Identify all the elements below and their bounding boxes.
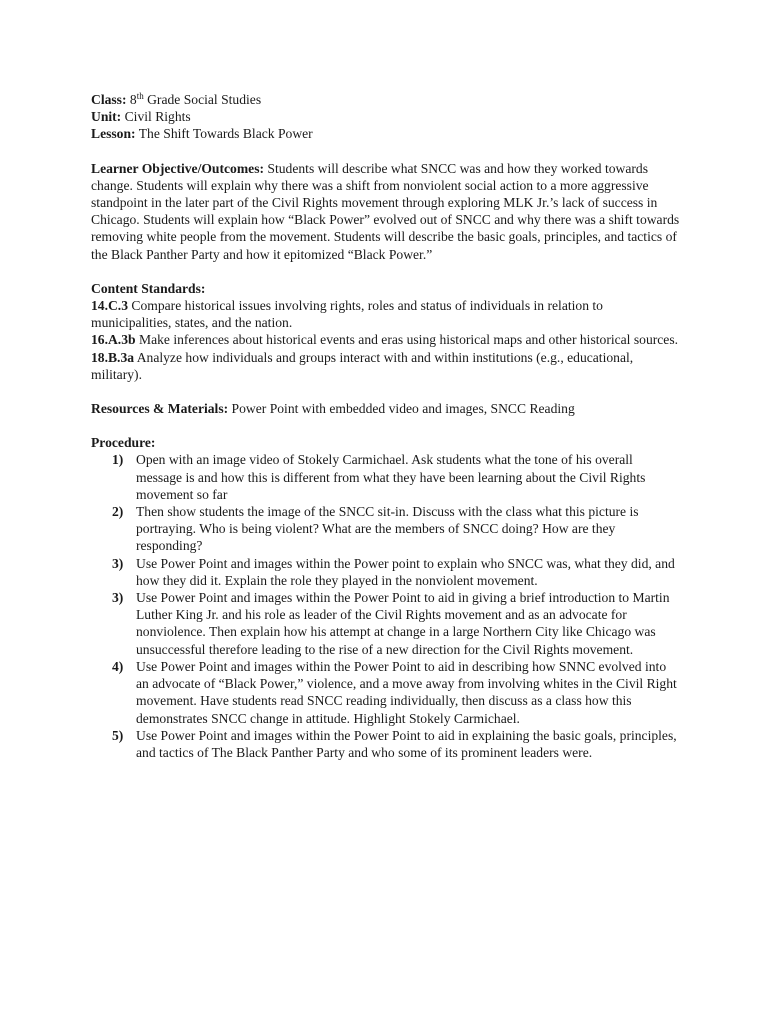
resources-text: Power Point with embedded video and images, SNCC Reading xyxy=(228,401,575,417)
standard-text: Analyze how individuals and groups interact with and within institutions (e.g., educational, military). xyxy=(91,349,634,382)
standards-heading xyxy=(91,280,681,297)
spacer xyxy=(91,383,681,400)
procedure-list xyxy=(91,451,681,761)
standard-item xyxy=(91,297,681,331)
step-number: 1) xyxy=(112,452,124,468)
standard-code: 14.C.3 xyxy=(91,298,129,314)
procedure-step xyxy=(91,503,681,555)
spacer xyxy=(91,417,681,434)
objectives-paragraph xyxy=(91,160,681,263)
unit-label: Unit: xyxy=(91,109,122,125)
resources-label: Resources & Materials: xyxy=(91,401,229,417)
step-text: Open with an image video of Stokely Carmichael. Ask students what the tone of his overall message is and how this is different from what they have been learning about the Civil Rights movement so far xyxy=(136,452,646,502)
class-label: Class: xyxy=(91,92,127,107)
step-number: 3) xyxy=(112,590,124,606)
procedure-step xyxy=(91,589,681,658)
spacer xyxy=(91,263,681,280)
standard-item xyxy=(91,331,681,348)
standard-text: Make inferences about historical events and eras using historical maps and other historical sources. xyxy=(135,332,679,348)
standard-text: Compare historical issues involving rights, roles and status of individuals in relation to municipalities, states, and the nation. xyxy=(91,298,603,331)
step-number: 5) xyxy=(112,727,124,743)
procedure-heading-text: Procedure: xyxy=(91,435,156,451)
objectives-text: Students will describe what SNCC was and how they worked towards change. Students will explain why there was a shift from nonviolent social action to a more aggressive standpoint in the later part of the Civil Rights movement through exploring MLK Jr.’s lack of success in Chicago. Students will explain how “Black Power” evolved out of SNCC and why there was a shift towards removing white people from the movement. Students will describe the basic goals, principles, and tactics of the Black Panther Party and how it epitomized “Black Power.” xyxy=(91,160,680,262)
step-number: 2) xyxy=(112,504,124,520)
procedure-step xyxy=(91,451,681,503)
unit-value: Civil Rights xyxy=(121,109,191,125)
lesson-plan-page xyxy=(91,91,681,761)
procedure-step xyxy=(91,727,681,761)
step-text: Use Power Point and images within the Power point to explain who SNCC was, what they did, and how they did it. Explain the role they played in the nonviolent movement. xyxy=(136,555,675,588)
step-number: 3) xyxy=(112,555,124,571)
class-value: Grade Social Studies xyxy=(143,92,262,107)
lesson-line xyxy=(91,125,681,142)
step-text: Then show students the image of the SNCC sit-in. Discuss with the class what this picture is portraying. Who is being violent? What are the members of SNCC doing? How are they responding? xyxy=(136,504,639,554)
standard-code: 16.A.3b xyxy=(91,332,136,348)
class-line xyxy=(91,91,681,108)
standards-heading-text: Content Standards: xyxy=(91,280,206,296)
procedure-step xyxy=(91,658,681,727)
procedure-step xyxy=(91,555,681,589)
procedure-heading xyxy=(91,434,681,451)
step-text: Use Power Point and images within the Power Point to aid in explaining the basic goals, principles, and tactics of The Black Panther Party and who some of its prominent leaders were. xyxy=(136,727,677,760)
class-grade-number: 8 xyxy=(129,92,137,107)
class-grade-suffix: th xyxy=(136,91,144,101)
lesson-value: The Shift Towards Black Power xyxy=(135,126,313,142)
standard-code: 18.B.3a xyxy=(91,349,135,365)
step-text: Use Power Point and images within the Power Point to aid in describing how SNNC evolved into an advocate of “Black Power,” violence, and a move away from involving whites in the Civil Right movement. Have students read SNCC reading individually, then discuss as a class how this demonstrates SNCC change in attitude. Highlight Stokely Carmichael. xyxy=(136,658,677,726)
unit-line xyxy=(91,108,681,125)
spacer xyxy=(91,143,681,160)
standard-item xyxy=(91,349,681,383)
step-number: 4) xyxy=(112,658,124,674)
step-text: Use Power Point and images within the Power Point to aid in giving a brief introduction to Martin Luther King Jr. and his role as leader of the Civil Rights movement and as an advocate for nonviolence. Then explain how his attempt at change in a large Northern City like Chicago was unsuccessful therefore leading to the rise of a new direction for the Civil Rights movement. xyxy=(136,590,670,657)
objectives-label: Learner Objective/Outcomes: xyxy=(91,160,265,176)
lesson-label: Lesson: xyxy=(91,126,136,142)
resources-line xyxy=(91,400,681,417)
